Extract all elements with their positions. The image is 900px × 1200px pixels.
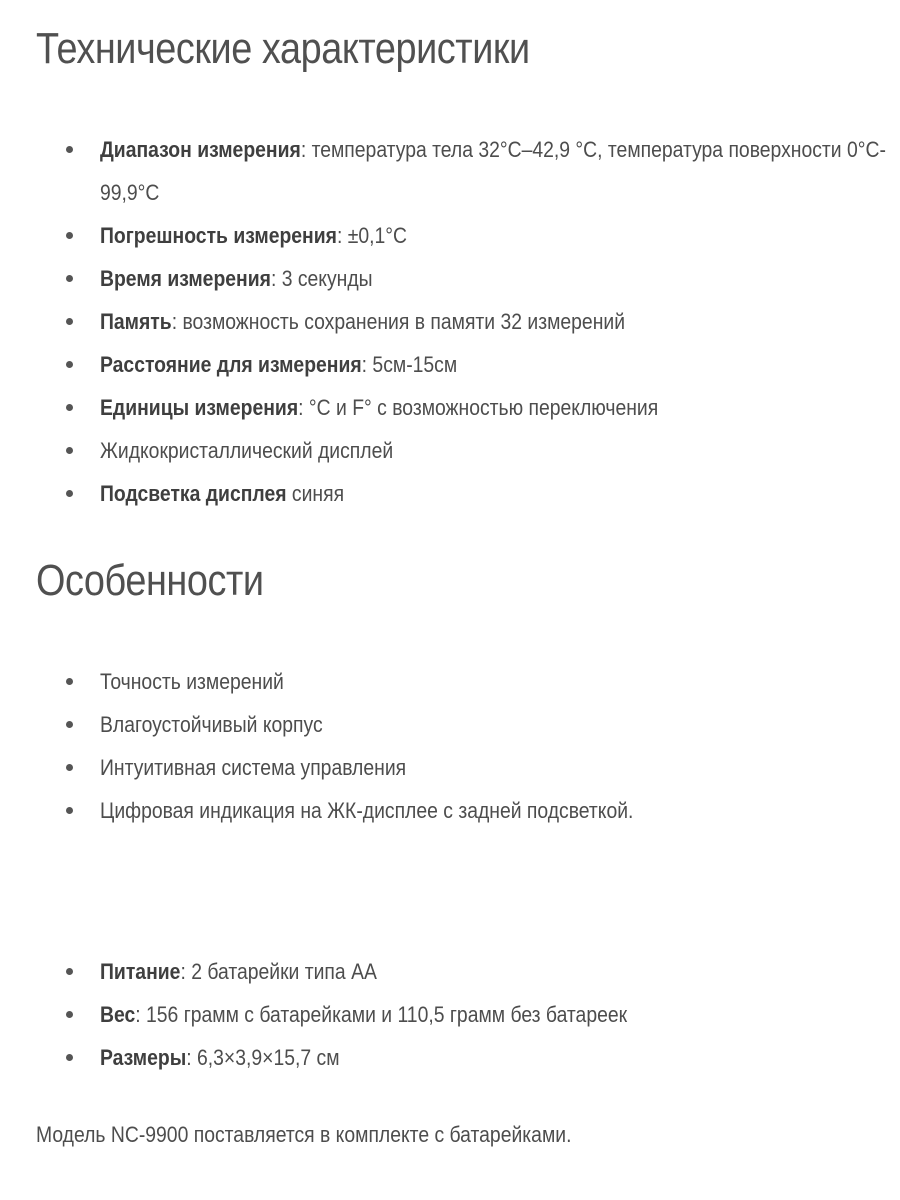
spec-label: Расстояние для измерения <box>100 352 362 377</box>
spec-label: Погрешность измерения <box>100 223 337 248</box>
bullet-icon <box>66 968 73 975</box>
list-item <box>0 128 900 214</box>
spec-value: : возможность сохранения в памяти 32 измерений <box>171 309 626 334</box>
features-heading: Особенности <box>36 556 264 605</box>
spec-label: Диапазон измерения <box>100 137 301 162</box>
list-item <box>0 300 900 343</box>
list-item <box>0 343 900 386</box>
footer-note: Модель NC-9900 поставляется в комплекте с батарейками. <box>36 1122 572 1147</box>
list-item <box>0 1036 900 1079</box>
list-item <box>0 993 900 1036</box>
power-value: : 2 батарейки типа АА <box>180 959 377 984</box>
spec-value: : 5см-15см <box>361 352 458 377</box>
spec-label: Единицы измерения <box>100 395 299 420</box>
power-list <box>0 950 900 1079</box>
power-label: Размеры <box>100 1045 187 1070</box>
bullet-icon <box>66 678 73 685</box>
spec-label: Время измерения <box>100 266 271 291</box>
bullet-icon <box>66 764 73 771</box>
spec-label: Подсветка дисплея <box>100 481 287 506</box>
power-value: : 6,3×3,9×15,7 см <box>186 1045 340 1070</box>
list-item <box>0 746 900 789</box>
feature-text: Цифровая индикация на ЖК-дисплее с задней подсветкой. <box>100 798 634 823</box>
bullet-icon <box>66 318 73 325</box>
bullet-icon <box>66 232 73 239</box>
bullet-icon <box>66 807 73 814</box>
spec-label: Память <box>100 309 172 334</box>
bullet-icon <box>66 490 73 497</box>
list-item <box>0 789 900 832</box>
power-label: Вес <box>100 1002 136 1027</box>
power-label: Питание <box>100 959 181 984</box>
list-item <box>0 472 900 515</box>
bullet-icon <box>66 721 73 728</box>
spec-value-continued: 99,9°C <box>100 180 160 205</box>
spec-value: : 3 секунды <box>270 266 373 291</box>
spec-value: : температура тела 32°C–42,9 °C, температура поверхности 0°C- <box>300 137 886 162</box>
list-item <box>0 950 900 993</box>
bullet-icon <box>66 404 73 411</box>
bullet-icon <box>66 146 73 153</box>
spec-value: синяя <box>286 481 345 506</box>
feature-text: Влагоустойчивый корпус <box>100 712 323 737</box>
bullet-icon <box>66 1054 73 1061</box>
specs-list <box>0 128 900 515</box>
list-item <box>0 429 900 472</box>
bullet-icon <box>66 275 73 282</box>
list-item <box>0 660 900 703</box>
spec-text: Жидкокристаллический дисплей <box>100 438 394 463</box>
spec-value: : °C и F° с возможностью переключения <box>298 395 659 420</box>
spec-value: : ±0,1°С <box>336 223 407 248</box>
list-item <box>0 386 900 429</box>
bullet-icon <box>66 1011 73 1018</box>
feature-text: Интуитивная система управления <box>100 755 407 780</box>
features-list <box>0 660 900 832</box>
bullet-icon <box>66 361 73 368</box>
feature-text: Точность измерений <box>100 669 284 694</box>
specs-heading: Технические характеристики <box>36 24 530 73</box>
bullet-icon <box>66 447 73 454</box>
list-item <box>0 214 900 257</box>
power-value: : 156 грамм с батарейками и 110,5 грамм без батареек <box>135 1002 628 1027</box>
list-item <box>0 703 900 746</box>
list-item <box>0 257 900 300</box>
